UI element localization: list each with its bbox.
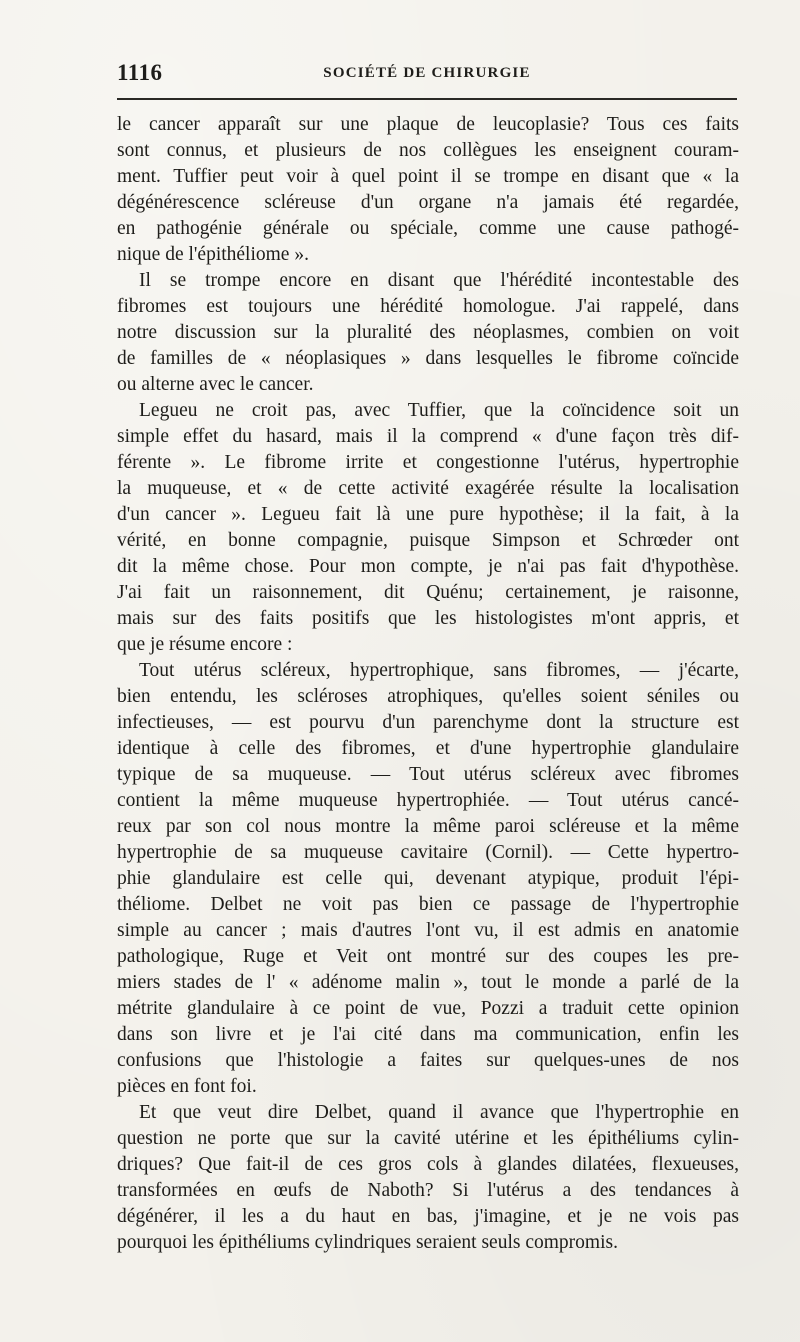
text-line: dégénérer, il les a du haut en bas, j'imagine, et je ne vois pas <box>117 1206 739 1227</box>
text-line: confusions que l'histologie a faites sur quelques-unes de nos <box>117 1050 739 1071</box>
running-head <box>117 60 737 90</box>
page-number: 1116 <box>117 60 163 85</box>
text-line: simple effet du hasard, mais il la comprend « d'une façon très dif- <box>117 426 739 447</box>
text-line: hypertrophie de sa muqueuse cavitaire (Cornil). — Cette hypertro- <box>117 842 739 863</box>
text-line: pièces en font foi. <box>117 1076 257 1097</box>
text-line: vérité, en bonne compagnie, puisque Simpson et Schrœder ont <box>117 530 739 551</box>
text-line: ou alterne avec le cancer. <box>117 374 314 395</box>
text-line: théliome. Delbet ne voit pas bien ce passage de l'hypertrophie <box>117 894 739 915</box>
text-line: infectieuses, — est pourvu d'un parenchyme dont la structure est <box>117 712 739 733</box>
text-line: en pathogénie générale ou spéciale, comme une cause pathogé- <box>117 218 739 239</box>
text-line: nique de l'épithéliome ». <box>117 244 309 265</box>
text-line: notre discussion sur la pluralité des néoplasmes, combien on voit <box>117 322 739 343</box>
body-text <box>117 112 739 1256</box>
text-line: de familles de « néoplasiques » dans lesquelles le fibrome coïncide <box>117 348 739 369</box>
text-line: typique de sa muqueuse. — Tout utérus scléreux avec fibromes <box>117 764 739 785</box>
text-line: le cancer apparaît sur une plaque de leucoplasie? Tous ces faits <box>117 114 739 135</box>
text-line: J'ai fait un raisonnement, dit Quénu; certainement, je raisonne, <box>117 582 739 603</box>
text-line: driques? Que fait-il de ces gros cols à glandes dilatées, flexueuses, <box>117 1154 739 1175</box>
text-line: contient la même muqueuse hypertrophiée. — Tout utérus cancé- <box>117 790 739 811</box>
text-line: miers stades de l' « adénome malin », tout le monde a parlé de la <box>117 972 739 993</box>
text-line: mais sur des faits positifs que les histologistes m'ont appris, et <box>117 608 739 629</box>
text-line: bien entendu, les scléroses atrophiques, qu'elles soient séniles ou <box>117 686 739 707</box>
text-line: pourquoi les épithéliums cylindriques seraient seuls compromis. <box>117 1232 618 1253</box>
text-line: dit la même chose. Pour mon compte, je n'ai pas fait d'hypothèse. <box>117 556 739 577</box>
text-line: fibromes est toujours une hérédité homologue. J'ai rappelé, dans <box>117 296 739 317</box>
text-line: transformées en œufs de Naboth? Si l'utérus a des tendances à <box>117 1180 739 1201</box>
text-line: identique à celle des fibromes, et d'une hypertrophie glandulaire <box>117 738 739 759</box>
text-line: Et que veut dire Delbet, quand il avance que l'hypertrophie en <box>139 1102 739 1123</box>
text-line: pathologique, Ruge et Veit ont montré sur des coupes les pre- <box>117 946 739 967</box>
journal-title: SOCIÉTÉ DE CHIRURGIE <box>323 65 531 81</box>
text-line: Legueu ne croit pas, avec Tuffier, que la coïncidence soit un <box>139 400 739 421</box>
text-line: reux par son col nous montre la même paroi scléreuse et la même <box>117 816 739 837</box>
text-line: férente ». Le fibrome irrite et congestionne l'utérus, hypertrophie <box>117 452 739 473</box>
text-line: simple au cancer ; mais d'autres l'ont vu, il est admis en anatomie <box>117 920 739 941</box>
text-line: dégénérescence scléreuse d'un organe n'a jamais été regardée, <box>117 192 739 213</box>
text-line: Il se trompe encore en disant que l'hérédité incontestable des <box>139 270 739 291</box>
text-line: sont connus, et plusieurs de nos collègues les enseignent couram- <box>117 140 739 161</box>
text-line: ment. Tuffier peut voir à quel point il se trompe en disant que « la <box>117 166 739 187</box>
text-line: question ne porte que sur la cavité utérine et les épithéliums cylin- <box>117 1128 739 1149</box>
text-line: phie glandulaire est celle qui, devenant atypique, produit l'épi- <box>117 868 739 889</box>
text-line: Tout utérus scléreux, hypertrophique, sans fibromes, — j'écarte, <box>139 660 739 681</box>
text-line: la muqueuse, et « de cette activité exagérée résulte la localisation <box>117 478 739 499</box>
text-line: dans son livre et je l'ai cité dans ma communication, enfin les <box>117 1024 739 1045</box>
header-rule <box>117 98 737 100</box>
text-line: d'un cancer ». Legueu fait là une pure hypothèse; il la fait, à la <box>117 504 739 525</box>
text-line: métrite glandulaire à ce point de vue, Pozzi a traduit cette opinion <box>117 998 739 1019</box>
text-line: que je résume encore : <box>117 634 293 655</box>
